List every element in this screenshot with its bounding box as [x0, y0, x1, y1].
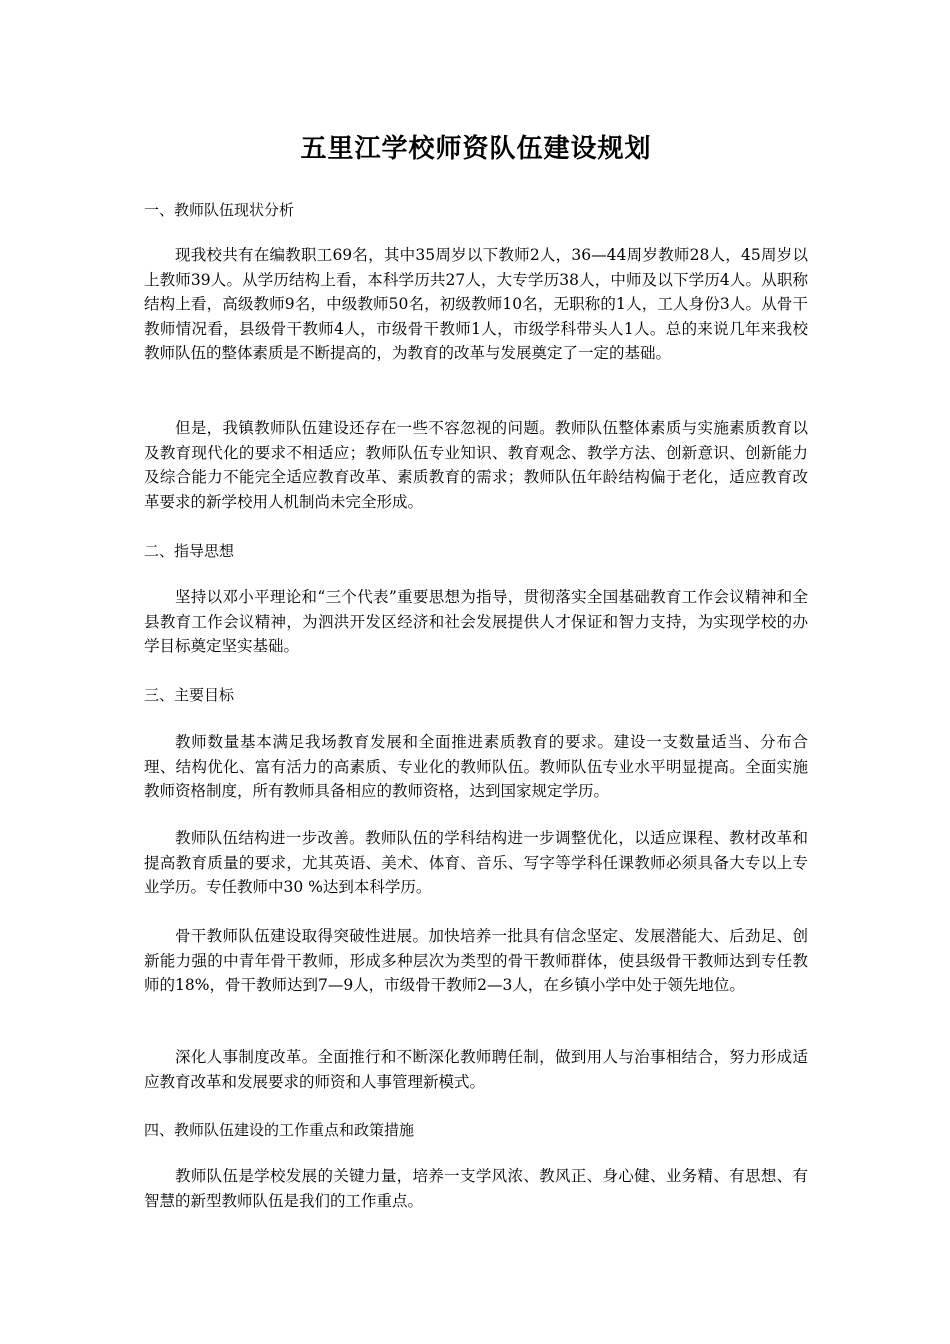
section-heading-1: 一、教师队伍现状分析	[144, 201, 295, 219]
paragraph-goal-backbone: 骨干教师队伍建设取得突破性进展。加快培养一批具有信念坚定、发展潜能大、后劲足、创新能力强的中青年骨干教师，形成多种层次为类型的骨干教师群体，使县级骨干教师达到专任教师的18%，骨干教师达到7—9人，市级骨干教师2—3人，在乡镇小学中处于领先地位。	[144, 927, 808, 994]
section-heading-2: 二、指导思想	[144, 542, 235, 560]
paragraph-goal-structure: 教师队伍结构进一步改善。教师队伍的学科结构进一步调整优化，以适应课程、教材改革和提高教育质量的要求，尤其英语、美术、体育、音乐、写字等学科任课教师必须具备大专以上专业学历。专任教师中30 %达到本科学历。	[144, 829, 808, 896]
paragraph-goal-personnel-reform: 深化人事制度改革。全面推行和不断深化教师聘任制，做到用人与治事相结合，努力形成适应教育改革和发展要求的师资和人事管理新模式。	[144, 1048, 808, 1091]
paragraph-guiding-ideology: 坚持以邓小平理论和“三个代表”重要思想为指导，贯彻落实全国基础教育工作会议精神和全县教育工作会议精神，为泗洪开发区经济和社会发展提供人才保证和智力支持，为实现学校的办学目标奠定坚实基础。	[144, 588, 808, 655]
paragraph-status-problems: 但是，我镇教师队伍建设还存在一些不容忽视的问题。教师队伍整体素质与实施素质教育以及教育现代化的要求不相适应；教师队伍专业知识、教育观念、教学方法、创新意识、创新能力及综合能力不能完全适应教育改革、素质教育的需求；教师队伍年龄结构偏于老化，适应教育改革要求的新学校用人机制尚未完全形成。	[144, 419, 808, 511]
paragraph-goal-quantity: 教师数量基本满足我场教育发展和全面推进素质教育的要求。建设一支数量适当、分布合理、结构优化、富有活力的高素质、专业化的教师队伍。教师队伍专业水平明显提高。全面实施教师资格制度，所有教师具备相应的教师资格，达到国家规定学历。	[144, 733, 808, 800]
section-heading-4: 四、教师队伍建设的工作重点和政策措施	[144, 1121, 415, 1139]
section-heading-3: 三、主要目标	[144, 686, 235, 704]
paragraph-status-overview: 现我校共有在编教职工69名，其中35周岁以下教师2人，36—44周岁教师28人，45周岁以上教师39人。从学历结构上看，本科学历共27人，大专学历38人，中师及以下学历4人。从职称结构上看，高级教师9名，中级教师50名，初级教师10名，无职称的1人，工人身份3人。从骨干教师情况看，县级骨干教师4人，市级骨干教师1人，市级学科带头人1人。总的来说几年来我校教师队伍的整体素质是不断提高的，为教育的改革与发展奠定了一定的基础。	[144, 246, 808, 362]
paragraph-work-focus: 教师队伍是学校发展的关键力量，培养一支学风浓、教风正、身心健、业务精、有思想、有智慧的新型教师队伍是我们的工作重点。	[144, 1167, 808, 1210]
document-title: 五里江学校师资队伍建设规划	[300, 134, 652, 164]
